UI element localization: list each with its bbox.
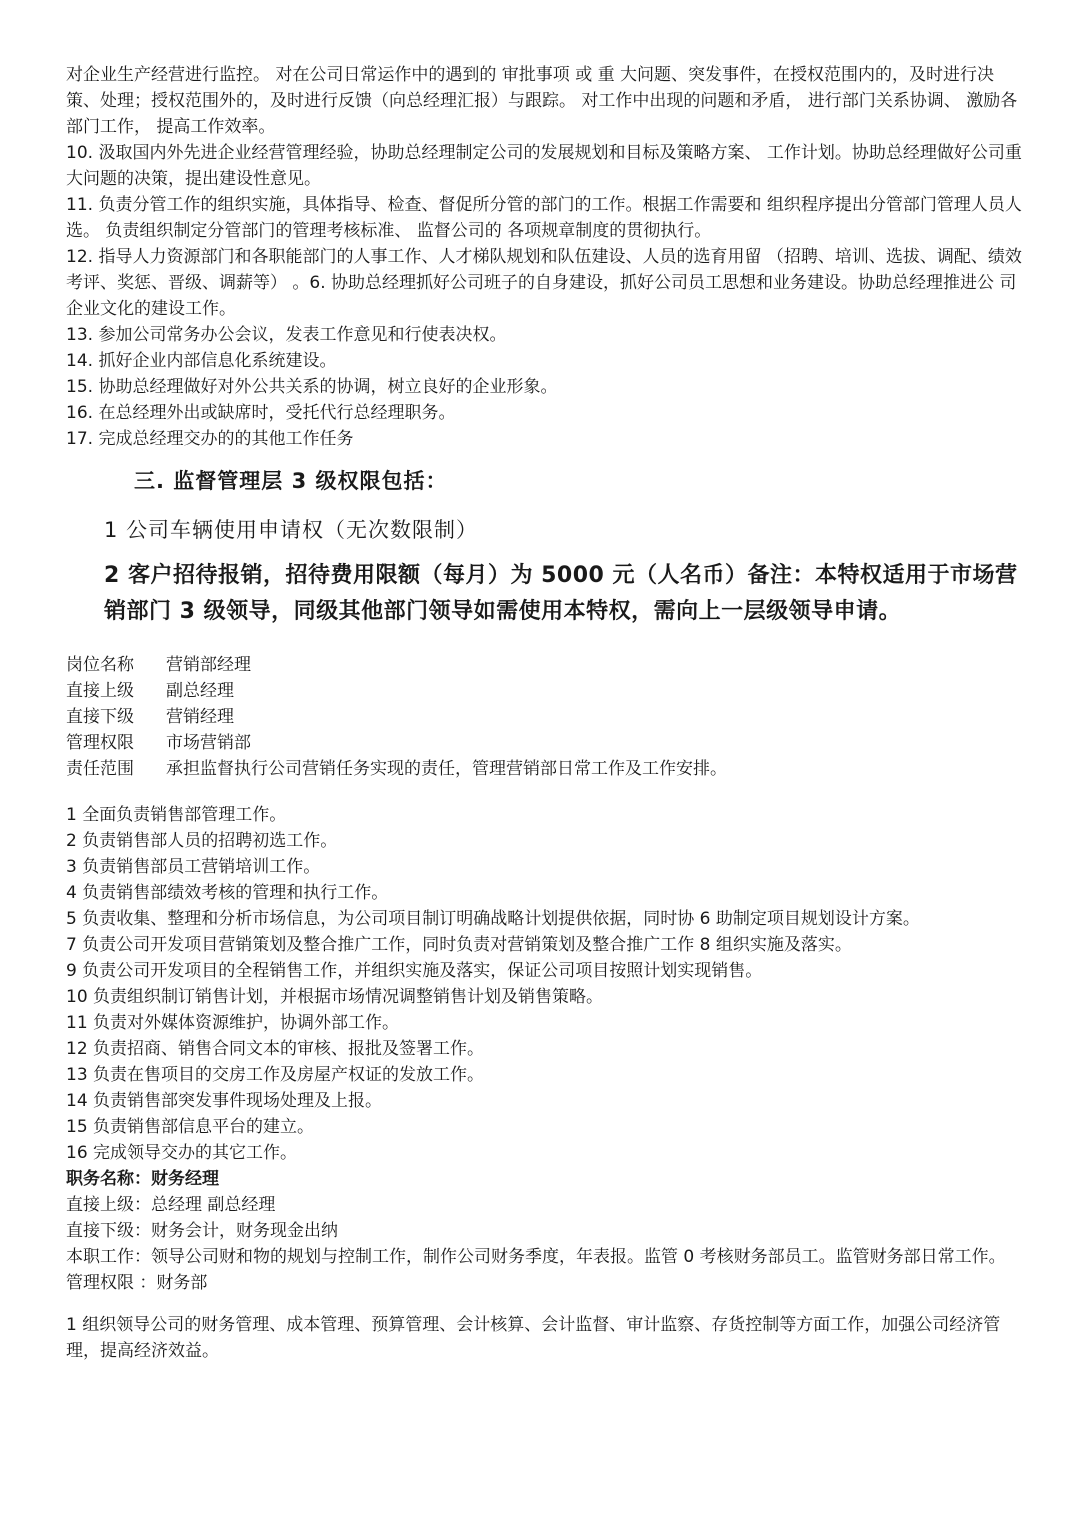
table-row [66,756,727,782]
paragraph: 对企业生产经营进行监控。 对在公司日常运作中的遇到的 审批事项 或 重 大问题、突发事件，在授权范围内的，及时进行决策、处理；授权范围外的，及时进行反馈（向总经理汇报）与跟踪。 对工作中出现的问题和矛盾， 进行部门关系协调、 激励各部门工作， 提高工作效率。 [66,65,1018,137]
list-item: 4 负责销售部绩效考核的管理和执行工作。 [66,883,389,903]
superior-line: 直接上级：总经理 副总经理 [66,1195,276,1215]
list-item: 12. 指导人力资源部门和各职能部门的人事工作、人才梯队规划和队伍建设、人员的选育用留 （招聘、培训、选拔、调配、绩效考评、奖惩、晋级、调薪等） 。6. 协助总经理抓好公司班子的自身建设，抓好公司员工思想和业务建设。协助总经理推进公 司企业文化的建设工作。 [66,247,1022,319]
list-item: 16 完成领导交办的其它工作。 [66,1143,298,1163]
list-item: 3 负责销售部员工营销培训工作。 [66,857,321,877]
list-item: 7 负责公司开发项目营销策划及整合推广工作，同时负责对营销策划及整合推广工作 8 组织实施及落实。 [66,935,852,955]
subordinate-line: 直接下级：财务会计，财务现金出纳 [66,1221,338,1241]
list-item: 17. 完成总经理交办的的其他工作任务 [66,429,354,449]
list-item: 16. 在总经理外出或缺席时，受托代行总经理职务。 [66,403,456,423]
list-item: 5 负责收集、整理和分析市场信息，为公司项目制订明确战略计划提供依据，同时协 6 助制定项目规划设计方案。 [66,909,920,929]
list-item: 15 负责销售部信息平台的建立。 [66,1117,315,1137]
field-label: 管理权限 [66,733,134,753]
authority-line: 管理权限 ：财务部 [66,1273,208,1293]
field-label: 岗位名称 [66,655,134,675]
table-row [66,704,727,730]
list-item: 1 组织领导公司的财务管理、成本管理、预算管理、会计核算、会计监督、审计监察、存货控制等方面工作，加强公司经济管理，提高经济效益。 [66,1315,1001,1361]
field-value: 承担监督执行公司营销任务实现的责任，管理营销部日常工作及工作安排。 [166,759,727,779]
field-value: 副总经理 [166,681,234,701]
duty-line: 本职工作：领导公司财和物的规划与控制工作，制作公司财务季度，年表报。监管 0 考核财务部员工。监管财务部日常工作。 [66,1247,1006,1267]
list-item: 9 负责公司开发项目的全程销售工作，并组织实施及落实，保证公司项目按照计划实现销售。 [66,961,763,981]
table-row [66,652,727,678]
finance-manager-section [66,1166,1026,1364]
field-value: 营销经理 [166,707,234,727]
field-label: 责任范围 [66,759,134,779]
list-item: 12 负责招商、销售合同文本的审核、报批及签署工作。 [66,1039,485,1059]
list-item: 15. 协助总经理做好对外公共关系的协调，树立良好的企业形象。 [66,377,558,397]
document-page [66,62,1026,1364]
privilege-item-entertainment: 2 客户招待报销，招待费用限额（每月）为 5000 元（人名币）备注：本特权适用于市场营销部门 3 级领导，同级其他部门领导如需使用本特权，需向上一层级领导申请。 [104,563,1018,624]
list-item: 10 负责组织制订销售计划，并根据市场情况调整销售计划及销售策略。 [66,987,604,1007]
section-heading: 三. 监督管理层 3 级权限包括： [134,469,448,493]
list-item: 13. 参加公司常务办公会议，发表工作意见和行使表决权。 [66,325,507,345]
list-item: 1 全面负责销售部管理工作。 [66,805,287,825]
table-row [66,730,727,756]
list-item: 14 负责销售部突发事件现场处理及上报。 [66,1091,383,1111]
list-item: 13 负责在售项目的交房工作及房屋产权证的发放工作。 [66,1065,485,1085]
privilege-item-vehicle: 1 公司车辆使用申请权（无次数限制） [104,518,479,542]
list-item: 11 负责对外媒体资源维护，协调外部工作。 [66,1013,400,1033]
marketing-duties-list [66,802,1026,1166]
field-value: 营销部经理 [166,655,251,675]
field-value: 市场营销部 [166,733,251,753]
job-title-line: 职务名称：财务经理 [66,1169,219,1189]
list-item: 14. 抓好企业内部信息化系统建设。 [66,351,337,371]
spacer [66,1296,1026,1312]
spacer [66,782,1026,802]
field-label: 直接下级 [66,707,134,727]
field-label: 直接上级 [66,681,134,701]
list-item: 11. 负责分管工作的组织实施，具体指导、检查、督促所分管的部门的工作。根据工作需要和 组织程序提出分管部门管理人员人选。 负责组织制定分管部门的管理考核标准、 监督公司的 各项规章制度的贯彻执行。 [66,195,1022,241]
list-item: 2 负责销售部人员的招聘初选工作。 [66,831,338,851]
top-section [66,62,1026,452]
list-item: 10. 汲取国内外先进企业经营管理经验，协助总经理制定公司的发展规划和目标及策略方案、 工作计划。协助总经理做好公司重大问题的决策，提出建设性意见。 [66,143,1022,189]
table-row [66,678,727,704]
marketing-manager-info [66,652,727,782]
